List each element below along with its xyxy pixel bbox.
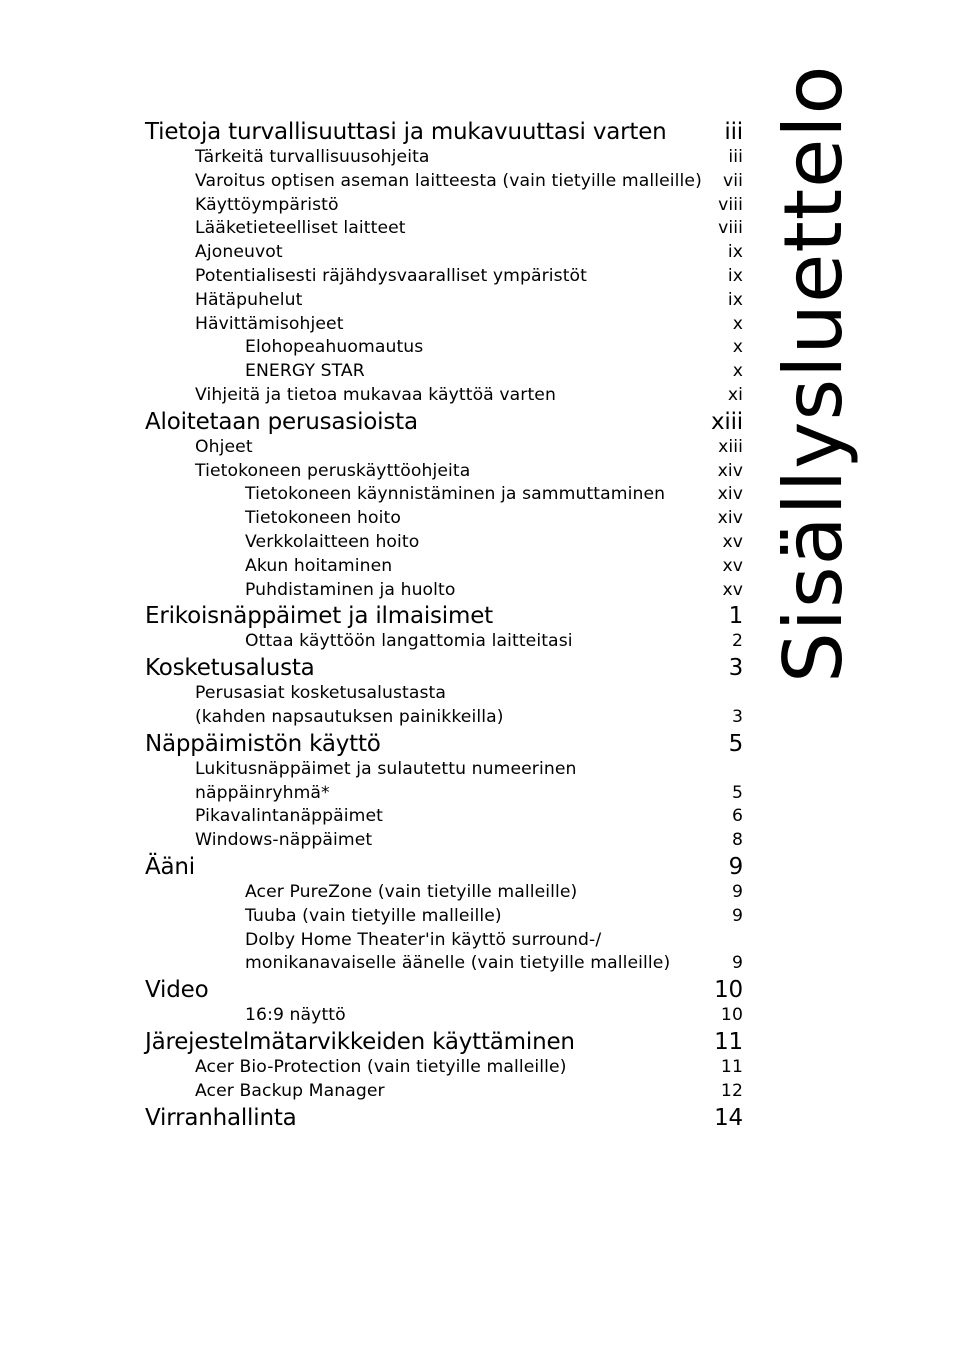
toc-entry[interactable] xyxy=(145,483,743,507)
toc-page-number: 9 xyxy=(731,953,743,974)
toc-entry[interactable] xyxy=(145,555,743,579)
toc-entry-title: Tärkeitä turvallisuusohjeita xyxy=(195,147,430,167)
toc-entry[interactable] xyxy=(145,905,743,929)
toc-entry[interactable] xyxy=(145,881,743,905)
toc-page-number: xv xyxy=(722,555,743,576)
toc-chapter-entry[interactable] xyxy=(145,118,743,146)
toc-entry-title: Verkkolaitteen hoito xyxy=(245,531,420,552)
toc-entry-title: monikanavaiselle äänelle (vain tietyille malleille) xyxy=(245,953,671,974)
toc-page-number: 12 xyxy=(720,1080,743,1101)
toc-page-number: 9 xyxy=(731,905,743,926)
toc-entry-title: Potentialisesti räjähdysvaaralliset ympäristöt xyxy=(195,265,588,286)
toc-entry[interactable] xyxy=(145,313,743,337)
toc-entry-title: Järejestelmätarvikkeiden käyttäminen xyxy=(145,1028,575,1055)
toc-entry-title: Pikavalintanäppäimet xyxy=(195,806,383,827)
toc-entry-title: Dolby Home Theater'in käyttö surround-/ xyxy=(245,929,602,950)
toc-entry[interactable] xyxy=(145,1004,743,1028)
toc-entry-title: Hätäpuhelut xyxy=(195,289,303,310)
toc-entry[interactable] xyxy=(145,241,743,265)
toc-chapter-entry[interactable] xyxy=(145,654,743,682)
toc-page-number: x xyxy=(732,313,743,334)
toc-page-number: xiv xyxy=(717,484,743,505)
toc-entry-title: Elohopeahuomautus xyxy=(245,337,424,358)
toc-chapter-entry[interactable] xyxy=(145,730,743,758)
toc-page-number: 6 xyxy=(731,806,743,827)
toc-entry[interactable] xyxy=(145,630,743,654)
toc-entry-title: Ohjeet xyxy=(195,436,253,457)
toc-page-number: vii xyxy=(722,170,743,191)
toc-entry[interactable] xyxy=(145,384,743,408)
toc-entry[interactable] xyxy=(145,217,743,241)
toc-entry-title: Hävittämisohjeet xyxy=(195,313,344,334)
toc-entry[interactable] xyxy=(145,805,743,829)
toc-entry[interactable] xyxy=(145,507,743,531)
toc-page-number: xiv xyxy=(717,508,743,529)
toc-entry-title: Virranhallinta xyxy=(145,1104,297,1131)
toc-entry[interactable] xyxy=(145,682,743,706)
toc-entry-title: Käyttöympäristö xyxy=(195,194,339,215)
toc-entry[interactable] xyxy=(145,336,743,360)
toc-entry[interactable] xyxy=(145,265,743,289)
toc-entry-title: Tietokoneen hoito xyxy=(245,508,401,529)
toc-page-number: xiii xyxy=(718,436,743,457)
toc-entry[interactable] xyxy=(145,436,743,460)
toc-page-number: viii xyxy=(718,218,743,239)
toc-entry-title: Acer Bio-Protection (vain tietyille malleille) xyxy=(195,1056,567,1077)
toc-entry-title: Ottaa käyttöön langattomia laitteitasi xyxy=(245,631,573,652)
toc-page-number: 9 xyxy=(731,881,743,902)
toc-entry[interactable] xyxy=(145,579,743,603)
toc-entry-title: Ääni xyxy=(145,853,195,880)
toc-entry[interactable] xyxy=(145,829,743,853)
toc-page-number: 5 xyxy=(728,730,743,757)
toc-page-number: ix xyxy=(727,242,743,263)
toc-entry-title: Tietokoneen peruskäyttöohjeita xyxy=(195,460,471,481)
page-title: Sisällysluettelo xyxy=(767,64,860,683)
table-of-contents xyxy=(145,118,743,1132)
toc-page-number: xv xyxy=(722,579,743,600)
toc-page-number: xv xyxy=(722,531,743,552)
toc-entry-title: Puhdistaminen ja huolto xyxy=(245,579,456,600)
toc-entry[interactable] xyxy=(145,1056,743,1080)
toc-entry-title: Varoitus optisen aseman laitteesta (vain tietyille malleille) xyxy=(195,170,702,191)
toc-chapter-entry[interactable] xyxy=(145,976,743,1004)
toc-page-number: 11 xyxy=(720,1056,743,1077)
toc-entry-title: ENERGY STAR xyxy=(245,361,365,382)
toc-entry-title: Ajoneuvot xyxy=(195,242,283,263)
toc-chapter-entry[interactable] xyxy=(145,408,743,436)
toc-chapter-entry[interactable] xyxy=(145,1104,743,1132)
toc-page-number: 3 xyxy=(728,655,743,682)
toc-entry-title: Vihjeitä ja tietoa mukavaa käyttöä varten xyxy=(195,384,556,405)
toc-entry[interactable] xyxy=(145,1080,743,1104)
toc-page-number: ix xyxy=(727,265,743,286)
toc-page-number: ix xyxy=(727,289,743,310)
toc-page-number: 10 xyxy=(720,1005,743,1026)
toc-page-number: 8 xyxy=(731,830,743,851)
toc-page-number: 5 xyxy=(731,782,743,803)
toc-entry[interactable] xyxy=(145,706,743,730)
toc-entry[interactable] xyxy=(145,782,743,806)
toc-entry-title: Tietoja turvallisuuttasi ja mukavuuttasi varten xyxy=(145,119,667,145)
toc-entry-title: Windows-näppäimet xyxy=(195,830,373,851)
toc-entry[interactable] xyxy=(145,289,743,313)
toc-page-number: 11 xyxy=(714,1028,743,1055)
toc-entry-title: Acer Backup Manager xyxy=(195,1080,385,1101)
toc-page-number: 1 xyxy=(728,603,743,630)
toc-page-number: iii xyxy=(728,147,743,167)
toc-entry[interactable] xyxy=(145,146,743,170)
toc-entry-title: Perusasiat kosketusalustasta xyxy=(195,683,447,704)
toc-entry-title: näppäinryhmä* xyxy=(195,782,330,803)
toc-page-number: 10 xyxy=(714,977,743,1004)
toc-entry-title: Video xyxy=(145,977,209,1004)
toc-entry-title: 16:9 näyttö xyxy=(245,1005,346,1026)
toc-page-number: 9 xyxy=(728,853,743,880)
toc-page-number: xiii xyxy=(711,408,743,435)
toc-entry-title: Akun hoitaminen xyxy=(245,555,393,576)
toc-page-number: x xyxy=(732,337,743,358)
toc-entry[interactable] xyxy=(145,460,743,484)
toc-entry[interactable] xyxy=(145,360,743,384)
toc-entry[interactable] xyxy=(145,531,743,555)
toc-entry[interactable] xyxy=(145,758,743,782)
toc-chapter-entry[interactable] xyxy=(145,602,743,630)
toc-entry-title: Näppäimistön käyttö xyxy=(145,730,381,757)
toc-page-number: xi xyxy=(727,384,743,405)
toc-entry[interactable] xyxy=(145,952,743,976)
toc-entry-title: Lukitusnäppäimet ja sulautettu numeerinen xyxy=(195,758,577,779)
toc-chapter-entry[interactable] xyxy=(145,853,743,881)
toc-entry-title: Erikoisnäppäimet ja ilmaisimet xyxy=(145,603,493,630)
toc-entry[interactable] xyxy=(145,194,743,218)
toc-entry-title: Lääketieteelliset laitteet xyxy=(195,218,406,239)
toc-entry-title: Acer PureZone (vain tietyille malleille) xyxy=(245,881,578,902)
toc-page-number: 3 xyxy=(731,706,743,727)
toc-entry-title: Tietokoneen käynnistäminen ja sammuttaminen xyxy=(245,484,666,505)
toc-page-number: x xyxy=(732,361,743,382)
toc-chapter-entry[interactable] xyxy=(145,1028,743,1056)
toc-entry[interactable] xyxy=(145,929,743,953)
toc-entry-title: Tuuba (vain tietyille malleille) xyxy=(245,905,502,926)
toc-entry-title: Kosketusalusta xyxy=(145,655,315,682)
toc-page-number: 2 xyxy=(731,631,743,652)
toc-page-number: viii xyxy=(718,194,743,215)
toc-entry[interactable] xyxy=(145,170,743,194)
toc-page-number: xiv xyxy=(717,460,743,481)
toc-entry-title: (kahden napsautuksen painikkeilla) xyxy=(195,706,504,727)
toc-page-number: iii xyxy=(724,119,743,145)
toc-page-number: 14 xyxy=(714,1104,743,1131)
toc-entry-title: Aloitetaan perusasioista xyxy=(145,408,418,435)
